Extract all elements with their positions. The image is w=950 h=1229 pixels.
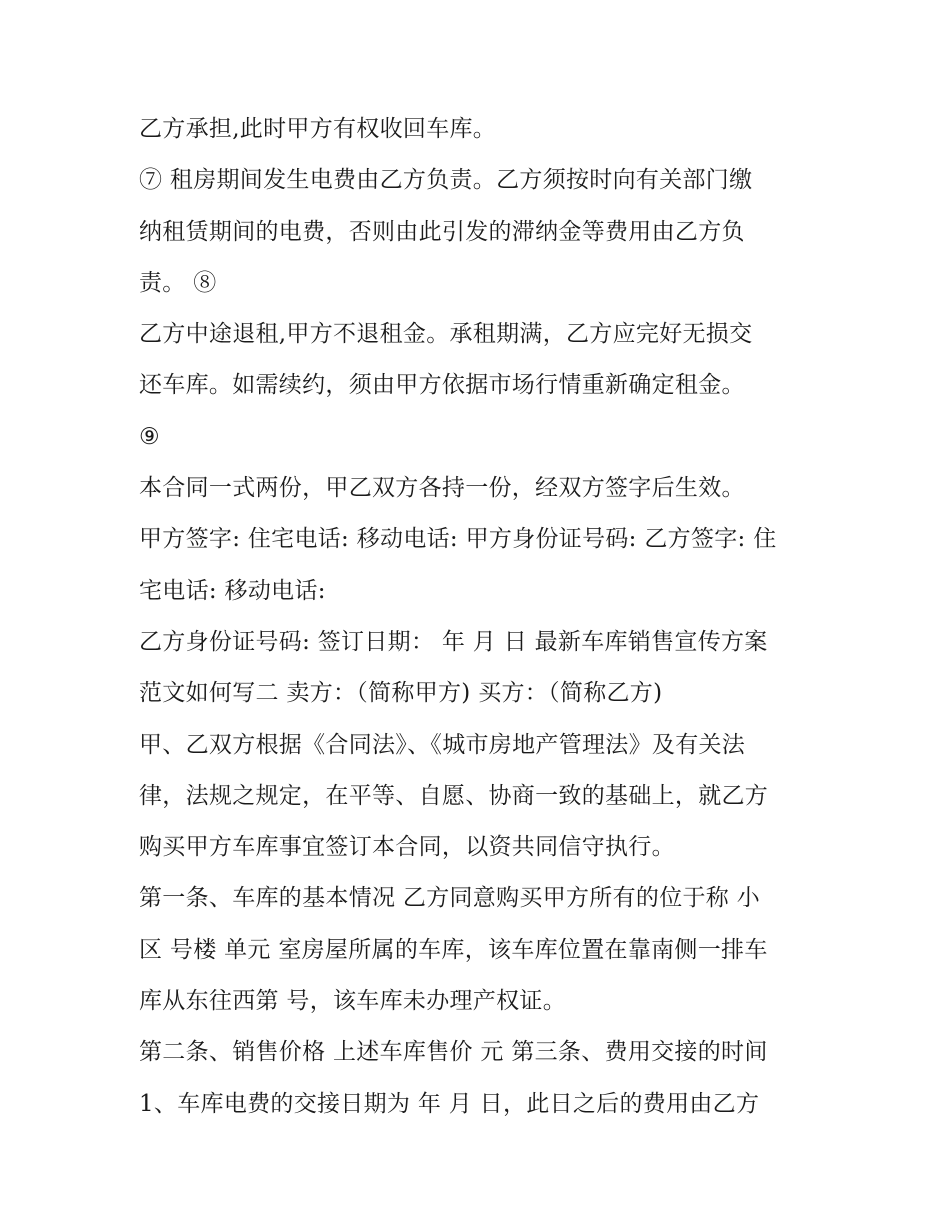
text-line: 范文如何写二 卖方：（简称甲方) 买方：（简称乙方): [139, 680, 663, 707]
text-line: ⑨: [139, 423, 160, 450]
text-line: 区 号楼 单元 室房屋所属的车库，该车库位置在靠南侧一排车: [139, 936, 768, 963]
text-line: 库从东往西第 号，该车库未办理产权证。: [139, 988, 567, 1015]
text-line: 还车库。如需续约，须由甲方依据市场行情重新确定租金。: [139, 372, 745, 399]
text-line: ⑦ 租房期间发生电费由乙方负责。乙方须按时向有关部门缴: [139, 167, 753, 194]
text-line: 购买甲方车库事宜签订本合同，以资共同信守执行。: [139, 834, 675, 861]
text-line: 宅电话: 移动电话:: [139, 577, 326, 604]
text-line: 乙方承担,此时甲方有权收回车库。: [139, 116, 497, 142]
text-line: 责。 ⑧: [139, 269, 217, 296]
text-line: 纳租赁期间的电费，否则由此引发的滞纳金等费用由乙方负: [139, 218, 745, 245]
text-line: 甲方签字: 住宅电话: 移动电话: 甲方身份证号码: 乙方签字: 住: [139, 526, 777, 553]
text-line: 乙方身份证号码: 签订日期： 年 月 日 最新车库销售宣传方案: [139, 628, 768, 655]
text-line: 本合同一式两份，甲乙双方各持一份，经双方签字后生效。: [139, 475, 745, 502]
text-line: 1、车库电费的交接日期为 年 月 日，此日之后的费用由乙方: [139, 1090, 760, 1117]
text-line: 第一条、车库的基本情况 乙方同意购买甲方所有的位于称 小: [139, 885, 761, 912]
text-line: 律，法规之规定，在平等、自愿、协商一致的基础上，就乙方: [139, 782, 769, 809]
text-line: 甲、乙双方根据《合同法》、《城市房地产管理法》及有关法: [139, 731, 746, 758]
document-body: [139, 104, 819, 1130]
text-line: 乙方中途退租,甲方不退租金。承租期满，乙方应完好无损交: [139, 321, 753, 348]
text-line: 第二条、销售价格 上述车库售价 元 第三条、费用交接的时间: [139, 1039, 768, 1066]
